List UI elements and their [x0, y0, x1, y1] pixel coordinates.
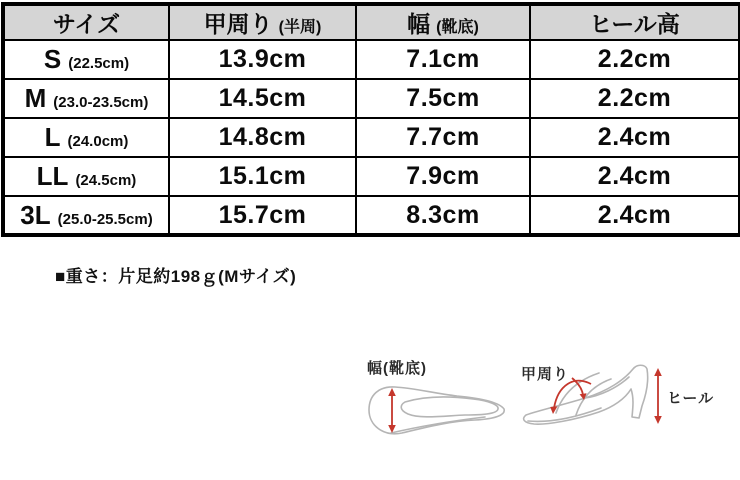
size-letter: S — [43, 44, 62, 74]
size-range: (24.5cm) — [75, 172, 137, 189]
size-range: (24.0cm) — [67, 133, 129, 150]
girth-value: 15.1cm — [169, 157, 356, 196]
diagram-heel-label: ヒール — [667, 390, 715, 407]
size-cell — [3, 196, 169, 235]
diagram-girth-label: 甲周り — [521, 366, 570, 383]
size-letter: 3L — [20, 199, 51, 230]
size-cell — [3, 118, 169, 157]
header-size-label: サイズ — [52, 11, 121, 37]
width-value: 7.1cm — [356, 40, 530, 79]
header-width-sublabel: (靴底) — [436, 19, 479, 36]
table-row-l — [3, 118, 740, 157]
girth-value: 14.8cm — [169, 118, 356, 157]
width-value: 7.9cm — [356, 157, 530, 196]
header-width-label: 幅 — [407, 11, 431, 37]
width-value: 8.3cm — [356, 196, 530, 235]
heel-height-arrow — [654, 368, 662, 424]
size-cell — [3, 79, 169, 118]
heel-value: 2.4cm — [530, 196, 740, 235]
header-girth-label: 甲周り — [203, 11, 273, 37]
diagram-width-label: 幅(靴底) — [367, 360, 427, 377]
table-row-m — [3, 79, 740, 118]
size-range: (22.5cm) — [68, 55, 130, 72]
weight-note: ■重さ：片足約198ｇ(Mサイズ) — [55, 267, 297, 286]
heel-value: 2.2cm — [530, 40, 740, 79]
header-girth — [169, 4, 356, 40]
size-chart-table — [1, 2, 740, 237]
heel-value: 2.4cm — [530, 118, 740, 157]
header-width — [356, 4, 530, 40]
heel-value: 2.4cm — [530, 157, 740, 196]
header-size — [3, 4, 169, 40]
girth-value: 14.5cm — [169, 79, 356, 118]
table-header-row — [3, 4, 740, 40]
width-arrow — [388, 388, 396, 433]
measurement-diagram — [355, 353, 740, 480]
size-cell — [3, 40, 169, 79]
size-range: (23.0-23.5cm) — [53, 94, 149, 111]
size-letter: LL — [36, 161, 69, 191]
header-heel-label: ヒール高 — [589, 11, 680, 37]
girth-value: 15.7cm — [169, 196, 356, 235]
table-row-3l — [3, 196, 740, 235]
header-heel — [530, 4, 740, 40]
width-value: 7.7cm — [356, 118, 530, 157]
girth-value: 13.9cm — [169, 40, 356, 79]
table-row-ll — [3, 157, 740, 196]
width-value: 7.5cm — [356, 79, 530, 118]
heel-value: 2.2cm — [530, 79, 740, 118]
table-row-s — [3, 40, 740, 79]
size-range: (25.0-25.5cm) — [57, 210, 153, 228]
size-cell — [3, 157, 169, 196]
header-girth-sublabel: (半周) — [278, 19, 322, 36]
size-letter: M — [24, 83, 47, 113]
size-letter: L — [44, 122, 61, 152]
